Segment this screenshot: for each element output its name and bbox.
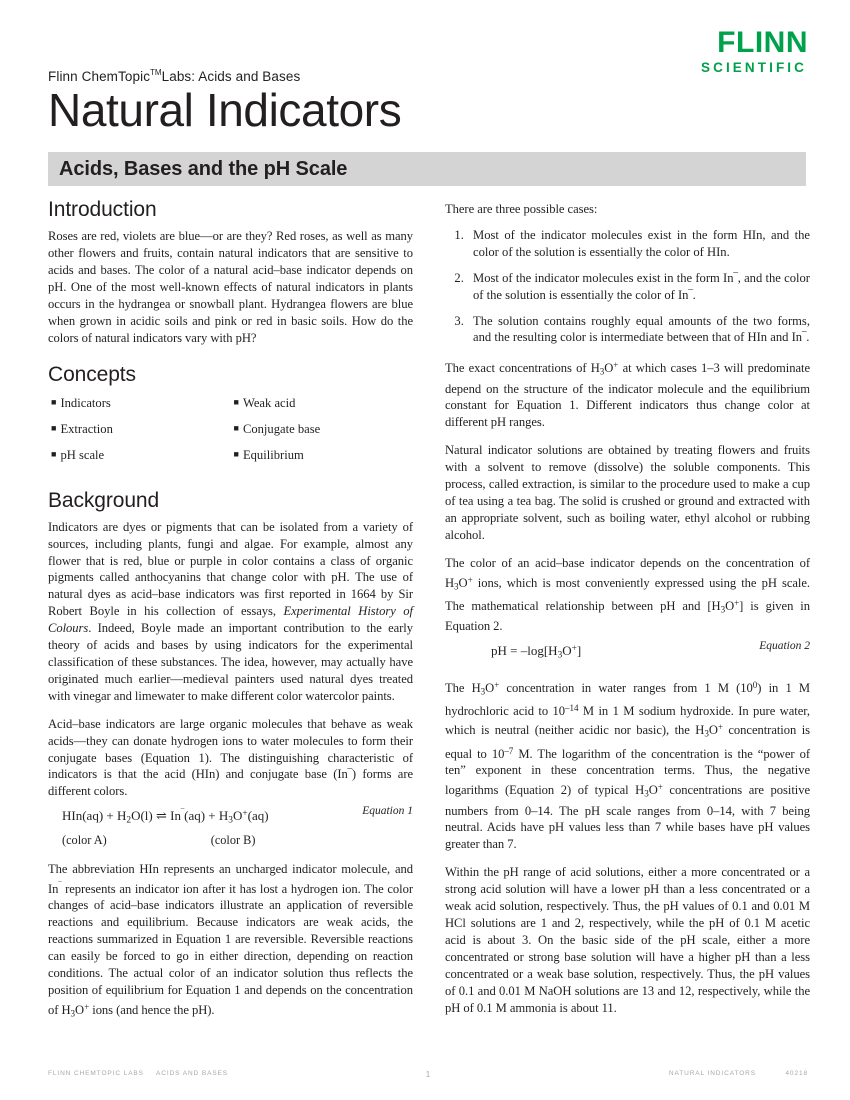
eq2-part-a: pH = –log[H: [491, 642, 558, 658]
heading-concepts: Concepts: [48, 363, 136, 387]
eq2-sup: +: [571, 644, 577, 655]
rp4-part-e: concentration is equal to 10: [445, 723, 810, 761]
concept-item: [48, 394, 231, 411]
cases-intro: There are three possible cases:: [445, 202, 598, 216]
concept-item: [48, 420, 231, 437]
bullet-icon: ■: [233, 448, 239, 459]
book-title: Experimental History of Colours: [48, 604, 413, 636]
series-name: Flinn ChemTopic: [48, 69, 151, 84]
rp1-part-a: The exact concentrations of H: [445, 361, 600, 376]
eq1-in-charge: ‾: [180, 809, 185, 820]
footer-series: FLINN CHEMTOPIC LABS: [48, 1070, 144, 1077]
right-paragraph-3: The color of an acid–base indicator depends on the concentration of $H_3O^+$ ions, which is most conveniently expressed using the pH scale. The mathematical relationship between pH and $[H_3O^+]$ is given in Equation 2.: [445, 555, 811, 634]
introduction-paragraph: Roses are red, violets are blue—or are they? Red roses, as well as many other flowers and fruits, contain natural indicators that are sensitive to acids and bases. The color of a natural acid–base indicator depends on pH. One of the most well-known effects of natural indicators in plants occurs in the hydrangea or snowball plant. Hydrangea flowers are blue when grown in acidic soils and pink or red in basic soils. How do the colors of natural indicators vary with pH?: [48, 229, 413, 345]
rp4-exp-2: –14: [565, 702, 579, 713]
right-paragraph-1: [445, 357, 810, 431]
right-column: [445, 198, 810, 1022]
background-p1-part-a: Indicators are dyes or pigments that can be isolated from a variety of sources, including plants, fungi and algae. For example, almost any flower that is red, blue or purple in color contains a class of organic pigments called anthocyanins that change color with pH. The use of natural dyes as acid–base indicators was first reported in 1664 by Sir Robert Boyle in his collection of essays,: [48, 519, 413, 619]
equation-1-colors: [48, 831, 413, 850]
concept-label: Weak acid: [242, 395, 296, 410]
concept-item: [48, 446, 231, 463]
concepts-column-1: [48, 394, 231, 472]
right-paragraph-5: Within the pH range of acid solutions, either a more concentrated or a strong acid solution will have a lower pH than a less concentrated or a weak acid solution, respectively. Thus, the pH values of 0.1 and 0.01 M HCl solutions are 1 and 2, respectively, while the pH of 0.1 M acetic acid is about 3. On the basic side of the pH scale, either a more concentrated or strong base solution will have a higher pH than a less concentrated or a weak base solution, respectively. Thus, the pH values of 0.1 and 0.01 M NaOH solutions are 13 and 12, respectively, while the pH of 0.1 M ammonia is about 11.: [445, 865, 810, 1015]
rp1-part-b: at which cases 1–3 will predominate depend on the structure of the indicator molecule and the equilibrium constant for Equation 1. Different indicators thus change color at different pH ranges.: [445, 361, 810, 430]
background-p3-part-a: The abbreviation HIn represents an uncharged indicator molecule, and In: [48, 861, 413, 896]
eq1-hydronium-sub: 3: [228, 815, 233, 826]
rp4-exp-1: 0: [752, 679, 758, 690]
eq1-in: In: [170, 808, 181, 824]
eq1-hydronium-state: (aq): [247, 808, 269, 824]
series-line: [48, 28, 808, 84]
bullet-icon: ■: [51, 396, 57, 407]
concepts-list: [48, 394, 413, 472]
right-paragraph-2: Natural indicator solutions are obtained by treating flowers and fruits with a solvent to remove (dissolve) the soluble components. This process, called extraction, is similar to the procedure used to make a cup of tea using a tea bag. The solid is crushed or ground and extracted with an appropriate solvent, such as boiling water, ethyl alcohol or rubbing alcohol.: [445, 443, 810, 542]
rp4-part-d: M in 1 M sodium hydroxide. In pure water, which is neutral (neither acidic nor basic), the H: [445, 703, 810, 738]
rp4-sup-1: +: [494, 679, 500, 690]
rp4-sub-1: 3: [480, 685, 486, 696]
concept-item: [231, 394, 414, 411]
background-p3-part-d: ions (and hence the pH).: [89, 1002, 215, 1017]
equation-1-formula: [48, 805, 413, 831]
background-p3-sup: +: [84, 1001, 90, 1012]
heading-introduction: Introduction: [48, 198, 157, 221]
rp4-part-a: The H: [445, 680, 481, 695]
eq2-sub: 3: [557, 650, 563, 661]
concept-item: [231, 420, 414, 437]
in-charge-superscript: ‾: [58, 880, 62, 891]
rp4-sub-2: 3: [704, 728, 709, 739]
rp3-sub-2: 3: [720, 604, 726, 615]
concept-item: [231, 446, 414, 463]
section-banner-title: Acids, Bases and the pH Scale: [59, 157, 348, 180]
rp4-part-c: ) in 1 M hydrochloric acid to 10: [445, 680, 811, 718]
eq1-water-rest: O(l): [131, 808, 153, 824]
left-column: [48, 198, 413, 1022]
rp4-sup-2: +: [717, 722, 723, 733]
rp3-sup-1: +: [467, 574, 473, 585]
section-banner: [48, 152, 806, 186]
trademark-symbol: TM: [150, 68, 162, 77]
flinn-scientific-logo: [701, 28, 808, 75]
eq1-in-state: (aq): [184, 808, 206, 824]
rp1-mid: O: [604, 361, 614, 376]
rp3-sub-1: 3: [454, 580, 459, 591]
eq1-plus-2: +: [208, 808, 216, 824]
heading-background: Background: [48, 488, 160, 512]
right-paragraph-4: The $H_3O^+$ concentration in water ranges from 1 M $(10^0)$ in 1 M hydrochloric acid to $10^{-14}$ M in 1 M sodium hydroxide. In pure water, which is neutral (neither acidic nor basic), the $H_3O^+$ concentration is equal to $10^{-7}$ M. The logarithm of the concentration is the “power of ten” exponent in these concentration terms. Thus, the negative logarithms (Equation 2) of typical $H_3O^+$ concentrations are positive numbers from 0–14. The pH scale ranges from 0–14, with 7 being neutral. Acids have pH values less than 7 while bases have pH values greater than 7.: [445, 679, 811, 852]
background-p1-part-b: . Indeed, Boyle made an important contribution to the early theory of acids and bases by using indicators for the experimental classification of these substances. The idea, however, may actually have originated much earlier—medieval painters used natural dyes treated with vinegar and limewater to make different color watercolor paints.: [48, 621, 413, 703]
eq1-hin: HIn(aq): [62, 808, 104, 824]
series-subject: Labs: Acids and Bases: [161, 69, 301, 84]
background-paragraph-3: [48, 861, 413, 1022]
footer-title: NATURAL INDICATORS: [668, 1070, 756, 1077]
case-item: 3. The solution contains roughly equal amounts of the two forms, and the resulting color is intermediate between that of HIn and In‾.: [467, 313, 810, 347]
rp4-part-f: M. The logarithm of the concentration is the “power of ten” exponent in these concentration terms. Thus, the negative logarithms (Equation 2) of typical H: [445, 746, 810, 798]
eq2-part-c: ]: [576, 642, 582, 658]
bullet-icon: ■: [233, 396, 239, 407]
bullet-icon: ■: [233, 422, 239, 433]
concept-label: pH scale: [60, 447, 105, 462]
rp4-part-b: concentration in water ranges from 1 M (10: [499, 680, 753, 695]
equation-2-label: Equation 2: [759, 640, 810, 653]
case-item: 1. Most of the indicator molecules exist in the form HIn, and the color of the solution is essentially the color of HIn.: [467, 227, 810, 261]
bullet-icon: ■: [51, 448, 57, 459]
equation-2-block: [445, 640, 810, 666]
rp3-part-c: ] is given in Equation 2.: [445, 598, 811, 634]
rp3-part-b: ions, which is most conveniently expressed using the pH scale. The mathematical relationship between pH and [H: [445, 575, 810, 613]
background-p3-part-b: represents an indicator ion after it has lost a hydrogen ion. The color changes of acid–base indicators illustrate an application of reversible reactions and equilibrium. Because indicators are weak acids, the reactions summarized in Equation 1 are reversible. Reversible reactions can easily be forced to go in either direction, depending on reaction conditions. The actual color of an indicator solution thus reflects the position of equilibrium for Equation 1 and depends on the concentration of H: [48, 881, 413, 1017]
equation-1-block: [48, 805, 413, 850]
footer-page-number: 1: [425, 1070, 431, 1079]
case-item: 2. Most of the indicator molecules exist in the form In‾, and the color of the solution is essentially the color of In‾.: [467, 270, 810, 304]
eq1-water-sub: 2: [126, 815, 132, 826]
body-columns: [48, 198, 810, 1022]
eq1-hydronium-o: O: [232, 808, 243, 824]
page-title: Natural Indicators: [48, 84, 402, 136]
rp4-sup-3: +: [657, 782, 663, 793]
rp4-part-g: concentrations are positive numbers from 0–14. The pH scale ranges from 0–14, with 7 being neutral. Acids have pH values less than 7 while bases have pH values greater than 7.: [445, 783, 811, 852]
background-paragraph-1: [48, 519, 413, 705]
brand-name: FLINN: [717, 26, 808, 59]
rp4-exp-3: –7: [504, 745, 514, 756]
background-paragraph-2: Acid–base indicators are large organic molecules that behave as weak acids—they can donate hydrogen ions to water molecules to form their conjugate bases (Equation 1). The distinguishing characteristic of indicators is that the acid (HIn) and conjugate base (In‾) forms are different colors.: [48, 716, 413, 799]
eq1-plus-1: +: [106, 808, 114, 824]
background-p3-sub: 3: [70, 1008, 76, 1019]
color-b-label: (color B): [210, 832, 256, 847]
brand-tagline: SCIENTIFIC: [700, 60, 807, 75]
concept-label: Extraction: [60, 421, 113, 436]
background-p3-part-c: O: [75, 1002, 85, 1017]
eq2-part-b: O: [562, 642, 572, 658]
eq1-hydronium-h: H: [218, 808, 229, 824]
footer-code: 40218: [785, 1070, 808, 1077]
equation-2-formula: [445, 640, 810, 666]
concept-label: Equilibrium: [242, 447, 304, 462]
rp1-sub: 3: [599, 366, 605, 377]
color-a-label: (color A): [62, 832, 107, 847]
eq1-water-h: H: [117, 808, 127, 824]
masthead: [48, 28, 808, 134]
concept-label: Conjugate base: [242, 421, 321, 436]
rp3-sup-2: +: [734, 597, 740, 608]
eq1-hydronium-charge: +: [242, 809, 248, 820]
rp4-sub-3: 3: [644, 788, 649, 799]
concept-label: Indicators: [60, 395, 111, 410]
concepts-column-2: [231, 394, 414, 472]
page-footer: [48, 1070, 808, 1084]
equilibrium-arrow-icon: ⇌: [155, 808, 167, 824]
footer-subject: ACIDS AND BASES: [156, 1070, 229, 1077]
rp3-part-a: The color of an acid–base indicator depends on the concentration of H: [445, 555, 810, 590]
bullet-icon: ■: [51, 422, 57, 433]
rp1-sup: +: [613, 360, 619, 371]
equation-1-label: Equation 1: [362, 805, 413, 818]
cases-list: [445, 227, 810, 346]
